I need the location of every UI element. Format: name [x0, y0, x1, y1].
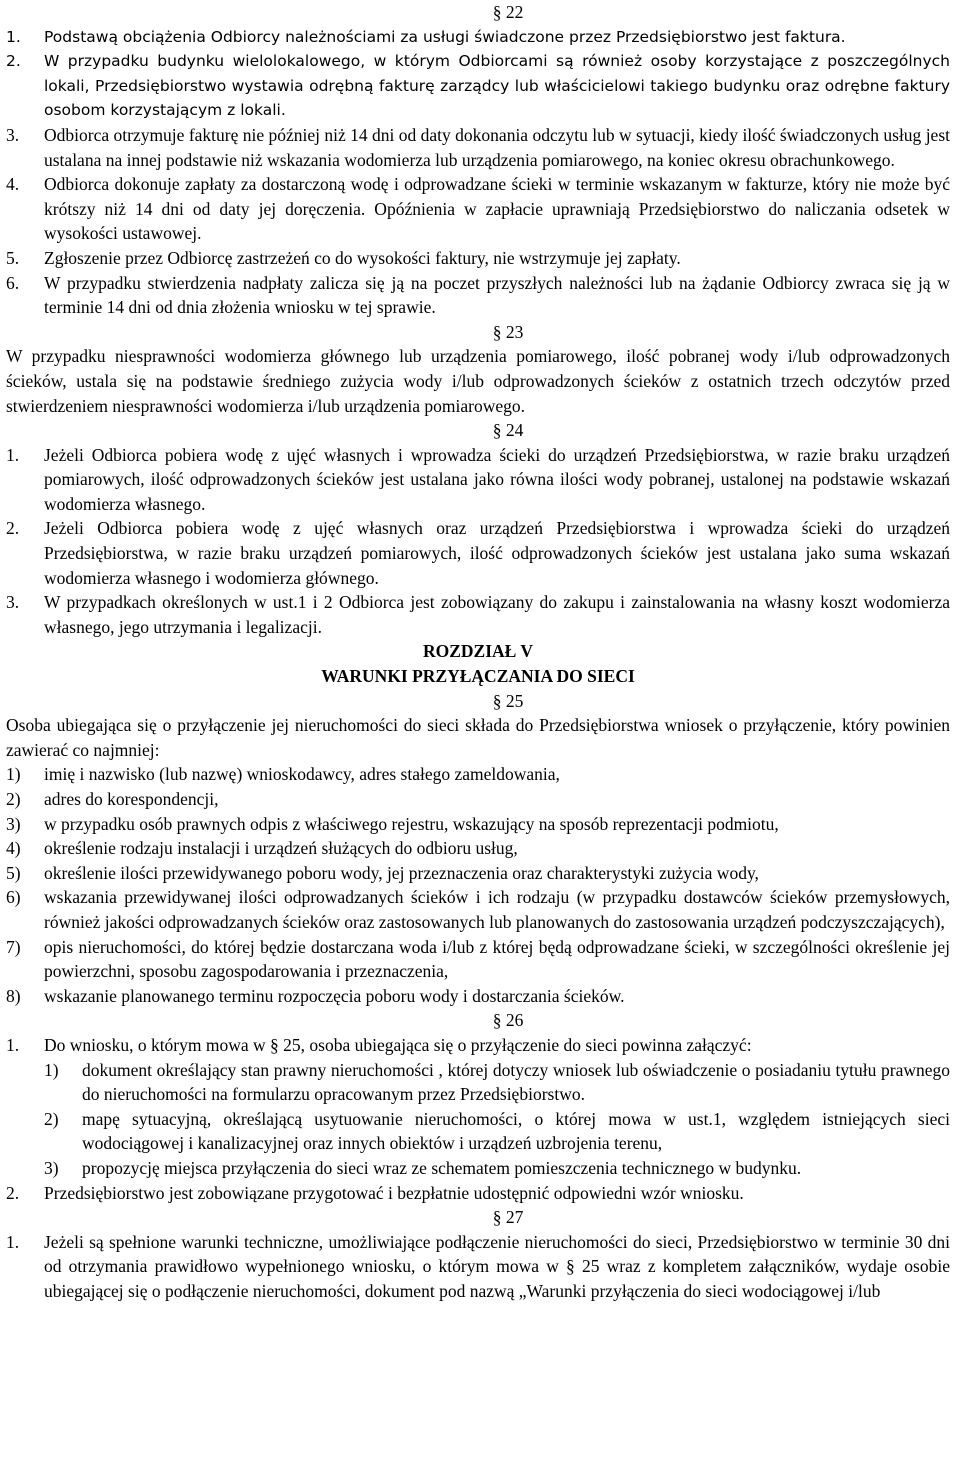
section-header-22: § 22: [492, 2, 524, 22]
item-text: Jeżeli Odbiorca pobiera wodę z ujęć własnych i wprowadza ścieki do urządzeń Przedsiębiorstwa, w razie braku urządzeń pomiarowych, ilość odprowadzonych ścieków jest ustalana jako równa ilości wody pobranej, ustalonej na podstawie wskazań wodomierza własnego.: [44, 444, 950, 514]
item-text: wskazania przewidywanej ilości odprowadzanych ścieków i ich rodzaju (w przypadku dostawców ścieków przemysłowych, również jakości odprowadzanych ścieków oraz zastosowanych lub planowanych do zastosowania urządzeń podczyszczających),: [44, 887, 950, 932]
item-text: wskazanie planowanego terminu rozpoczęcia poboru wody i dostarczania ścieków.: [44, 985, 625, 1006]
item-number: 2.: [6, 518, 20, 539]
item-number: 3.: [6, 592, 20, 613]
list-item: [6, 1181, 950, 1206]
section-header-26: § 26: [492, 1010, 524, 1031]
item-number: 1): [6, 764, 21, 785]
item-number: 4): [6, 838, 21, 859]
sub-list-item: [6, 1058, 950, 1107]
list-item: [6, 1033, 950, 1058]
item-number: 1.: [6, 444, 20, 465]
item-number: 2.: [6, 1182, 20, 1203]
list-item: [6, 246, 950, 271]
sub-list-item: [6, 1107, 950, 1156]
item-number: 5.: [6, 247, 20, 268]
list-item: [6, 1230, 950, 1304]
list-item: [6, 935, 950, 984]
list-item: [6, 49, 950, 123]
item-text: w przypadku osób prawnych odpis z właściwego rejestru, wskazujący na sposób reprezentacji podmiotu,: [44, 813, 779, 834]
section-header-23: § 23: [492, 321, 524, 342]
chapter-subtitle: WARUNKI PRZYŁĄCZANIA DO SIECI: [321, 666, 635, 687]
item-number: 5): [6, 862, 21, 883]
list-item: [6, 516, 950, 590]
sub-list-item: [6, 1156, 950, 1181]
item-number: 1.: [6, 1034, 20, 1055]
item-text: imię i nazwisko (lub nazwę) wnioskodawcy, adres stałego zameldowania,: [44, 764, 560, 785]
item-text: W przypadkach określonych w ust.1 i 2 Odbiorca jest zobowiązany do zakupu i zainstalowania na własny koszt wodomierza własnego, jego utrzymania i legalizacji.: [44, 592, 950, 637]
chapter-title: ROZDZIAŁ V: [422, 641, 534, 662]
item-number: 2): [44, 1108, 59, 1129]
list-item: [6, 762, 950, 787]
item-number: 4.: [6, 174, 20, 195]
paragraph: Osoba ubiegająca się o przyłączenie jej nieruchomości do sieci składa do Przedsiębiorstwa wniosek o przyłączenie, który powinien zawierać co najmniej:: [6, 715, 950, 760]
item-number: 2): [6, 789, 21, 809]
item-text: Podstawą obciążenia Odbiorcy należnościami za usługi świadczone przez Przedsiębiorstwo jest faktura.: [44, 27, 846, 46]
section-header-24: § 24: [492, 420, 524, 441]
item-number: 6): [6, 887, 21, 908]
item-number: 6.: [6, 272, 20, 293]
section-header-25: § 25: [492, 690, 524, 711]
item-number: 2.: [6, 52, 21, 71]
list-item: [6, 984, 950, 1009]
item-text: W przypadku budynku wielolokalowego, w którym Odbiorcami są również osoby korzystające z poszczególnych lokali, Przedsiębiorstwo wystawia odrębną fakturę zarządcy lub właścicielowi takiego budynku oraz odrębne faktury osobom korzystającym z lokali.: [44, 52, 950, 120]
item-number: 1.: [6, 1231, 20, 1252]
list-item: [6, 271, 950, 320]
list-item: [6, 885, 950, 934]
item-text: Odbiorca otrzymuje fakturę nie później niż 14 dni od daty dokonania odczytu lub w sytuacji, kiedy ilość świadczonych usług jest ustalana na innej podstawie niż wskazania wodomierza lub urządzenia pomiarowego, na koniec okresu obrachunkowego.: [44, 124, 950, 170]
item-text: Jeżeli są spełnione warunki techniczne, umożliwiające podłączenie nieruchomości do sieci, Przedsiębiorstwo w terminie 30 dni od otrzymania prawidłowo wypełnionego wniosku, o którym mowa w § 25 wraz z kompletem załączników, wydaje osobie ubiegającej się o podłączenie nieruchomości, dokument pod nazwą „Warunki przyłączenia do sieci wodociągowej i/lub: [44, 1231, 950, 1301]
item-text: Do wniosku, o którym mowa w § 25, osoba ubiegająca się o przyłączenie do sieci powinna załączyć:: [44, 1034, 752, 1055]
item-number: 1): [44, 1059, 59, 1080]
item-text: adres do korespondencji,: [44, 789, 219, 809]
item-text: określenie rodzaju instalacji i urządzeń służących do odbioru usług,: [44, 838, 518, 859]
item-text: propozycję miejsca przyłączenia do sieci wraz ze schematem pomieszczenia technicznego w budynku.: [82, 1157, 802, 1178]
item-number: 3): [6, 813, 21, 834]
item-text: mapę sytuacyjną, określającą usytuowanie nieruchomości, o której mowa w ust.1, względem istniejących sieci wodociągowej i kanalizacyjnej oraz innych obiektów i urządzeń uzbrojenia terenu,: [82, 1108, 950, 1154]
item-number: 7): [6, 936, 21, 957]
list-item: [6, 123, 950, 172]
item-number: 3.: [6, 124, 20, 145]
item-text: Jeżeli Odbiorca pobiera wodę z ujęć własnych oraz urządzeń Przedsiębiorstwa i wprowadza ścieki do urządzeń Przedsiębiorstwa, w razie braku urządzeń pomiarowych, ilość odprowadzonych ścieków jest ustalana jako suma wskazań wodomierza własnego i wodomierza głównego.: [44, 518, 950, 588]
item-text: W przypadku stwierdzenia nadpłaty zalicza się ją na poczet przyszłych należności lub na żądanie Odbiorcy zwraca się ją w terminie 14 dni od dnia złożenia wniosku w tej sprawie.: [44, 272, 950, 318]
item-text: określenie ilości przewidywanego poboru wody, jej przeznaczenia oraz charakterystyki zużycia wody,: [44, 862, 759, 883]
item-text: Przedsiębiorstwo jest zobowiązane przygotować i bezpłatnie udostępnić odpowiedni wzór wniosku.: [44, 1182, 744, 1203]
list-item: [6, 836, 950, 861]
paragraph: W przypadku niesprawności wodomierza głównego lub urządzenia pomiarowego, ilość pobranej wody i/lub odprowadzonych ścieków, ustala się na podstawie średniego zużycia wody i/lub odprowadzonych ścieków z ostatnich trzech odczytów przed stwierdzeniem niesprawności wodomierza i/lub urządzenia pomiarowego.: [6, 346, 950, 416]
list-item: [6, 787, 950, 812]
list-item: [6, 590, 950, 639]
list-item: [6, 861, 950, 886]
list-item: [6, 172, 950, 246]
item-number: 8): [6, 985, 21, 1006]
item-text: dokument określający stan prawny nieruchomości , której dotyczy wniosek lub oświadczenie o posiadaniu tytułu prawnego do nieruchomości na formularzu opracowanym przez Przedsiębiorstwo.: [82, 1059, 950, 1105]
list-item: [6, 812, 950, 837]
section-header-27: § 27: [492, 1207, 524, 1228]
item-text: Odbiorca dokonuje zapłaty za dostarczoną wodę i odprowadzane ścieki w terminie wskazanym w fakturze, który nie może być krótszy niż 14 dni od daty jej doręczenia. Opóźnienia w zapłacie uprawniają Przedsiębiorstwo do naliczania odsetek w wysokości ustawowej.: [44, 174, 950, 244]
item-text: opis nieruchomości, do której będzie dostarczana woda i/lub z której będą odprowadzane ścieki, w szczególności określenie jej powierzchni, sposobu zagospodarowania i przeznaczenia,: [44, 936, 950, 982]
item-text: Zgłoszenie przez Odbiorcę zastrzeżeń co do wysokości faktury, nie wstrzymuje jej zapłaty.: [44, 247, 681, 268]
list-item: [6, 25, 950, 50]
item-number: 1.: [6, 27, 21, 46]
item-number: 3): [44, 1157, 59, 1178]
list-item: [6, 443, 950, 517]
